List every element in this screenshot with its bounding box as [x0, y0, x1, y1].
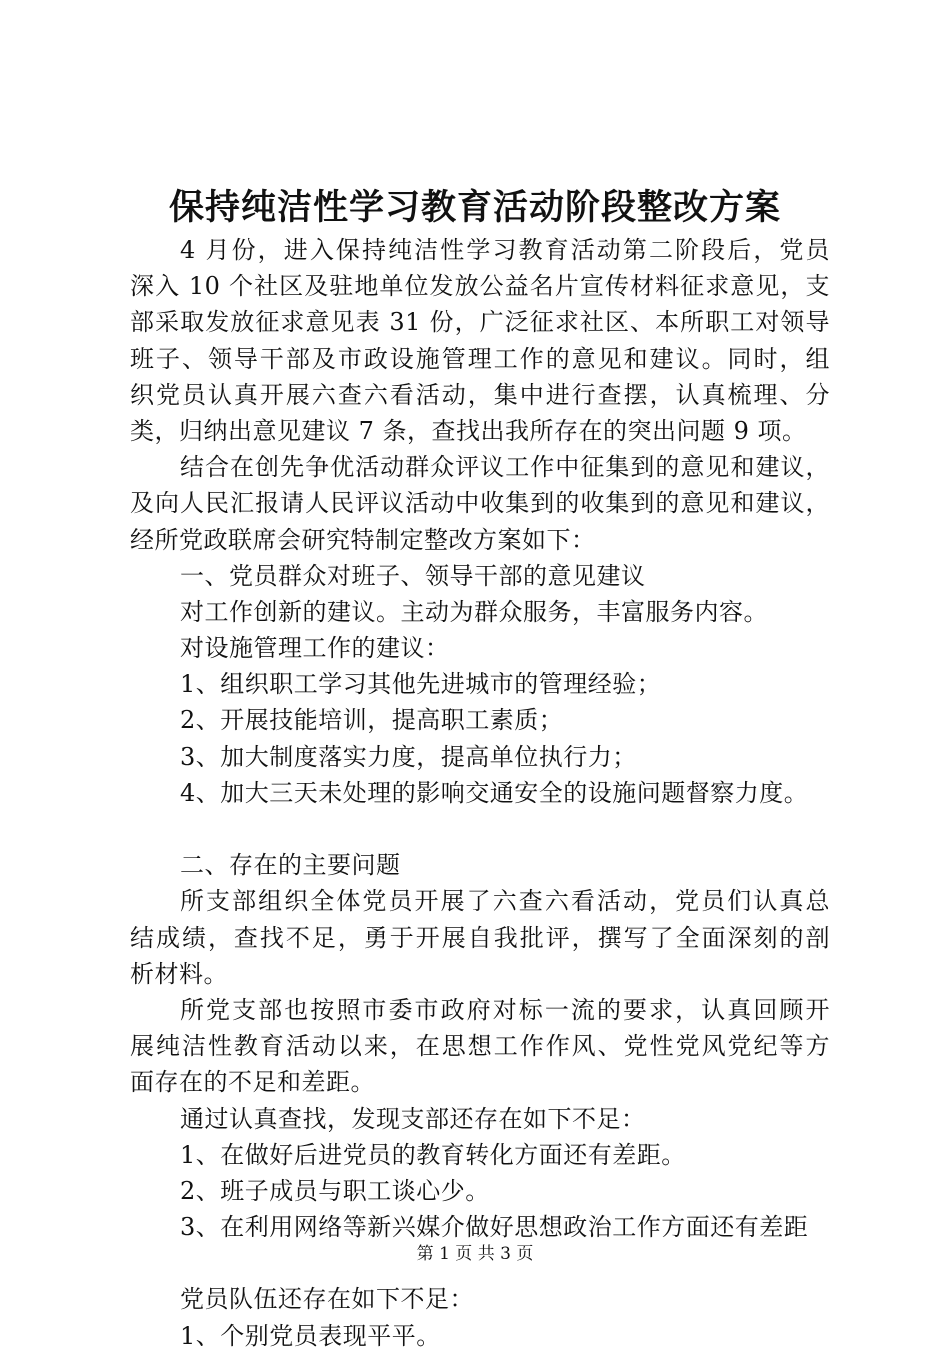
text-line: 对工作创新的建议。主动为群众服务，丰富服务内容。 — [180, 597, 768, 626]
text-line: 1、在做好后进党员的教育转化方面还有差距。 — [180, 1140, 686, 1169]
text-line: 党员队伍还存在如下不足： — [180, 1285, 474, 1314]
page-footer: 第 1 页 共 3 页 — [416, 1244, 534, 1264]
blank-line — [130, 811, 830, 847]
text-line: 班子、领导干部及市政设施管理工作的意见和建议。同时，组 — [130, 344, 830, 373]
text-line: 织党员认真开展六查六看活动，集中进行查摆，认真梳理、分 — [130, 380, 830, 409]
text-line: 深入 10 个社区及驻地单位发放公益名片宣传材料征求意见，支 — [130, 272, 830, 301]
text-line: 4 月份，进入保持纯洁性学习教育活动第二阶段后，党员 — [180, 236, 830, 264]
text-line: 及向人民汇报请人民评议活动中收集到的收集到的意见和建议， — [130, 489, 830, 518]
text-line: 4、加大三天未处理的影响交通安全的设施问题督察力度。 — [180, 778, 809, 807]
text-line: 对设施管理工作的建议： — [180, 634, 450, 663]
text-line: 类，归纳出意见建议 7 条，查找出我所存在的突出问题 9 项。 — [130, 416, 807, 445]
text-line: 部采取发放征求意见表 31 份，广泛征求社区、本所职工对领导 — [130, 308, 830, 337]
document-title: 保持纯洁性学习教育活动阶段整改方案 — [168, 188, 781, 228]
text-line: 2、班子成员与职工谈心少。 — [180, 1176, 490, 1205]
text-line: 析材料。 — [130, 959, 228, 988]
text-line: 通过认真查找，发现支部还存在如下不足： — [180, 1104, 646, 1133]
text-line: 3、加大制度落实力度，提高单位执行力； — [180, 742, 637, 771]
text-line: 二、存在的主要问题 — [180, 851, 401, 880]
text-line: 经所党政联席会研究特制定整改方案如下： — [130, 525, 596, 554]
text-line: 展纯洁性教育活动以来，在思想工作作风、党性党风党纪等方 — [130, 1032, 830, 1061]
text-line: 一、党员群众对班子、领导干部的意见建议 — [180, 561, 646, 590]
text-line: 1、个别党员表现平平。 — [180, 1321, 441, 1350]
text-line: 所党支部也按照市委市政府对标一流的要求，认真回顾开 — [180, 995, 830, 1024]
text-line: 2、开展技能培训，提高职工素质； — [180, 706, 564, 735]
text-line: 结合在创先争优活动群众评议工作中征集到的意见和建议， — [180, 453, 830, 482]
document-body — [130, 232, 830, 1354]
text-line: 所支部组织全体党员开展了六查六看活动，党员们认真总 — [180, 887, 830, 916]
text-line: 1、组织职工学习其他先进城市的管理经验； — [180, 670, 662, 699]
text-line: 结成绩，查找不足，勇于开展自我批评，撰写了全面深刻的剖 — [130, 923, 830, 952]
text-line: 3、在利用网络等新兴媒介做好思想政治工作方面还有差距 — [180, 1213, 809, 1242]
text-line: 面存在的不足和差距。 — [130, 1068, 375, 1097]
